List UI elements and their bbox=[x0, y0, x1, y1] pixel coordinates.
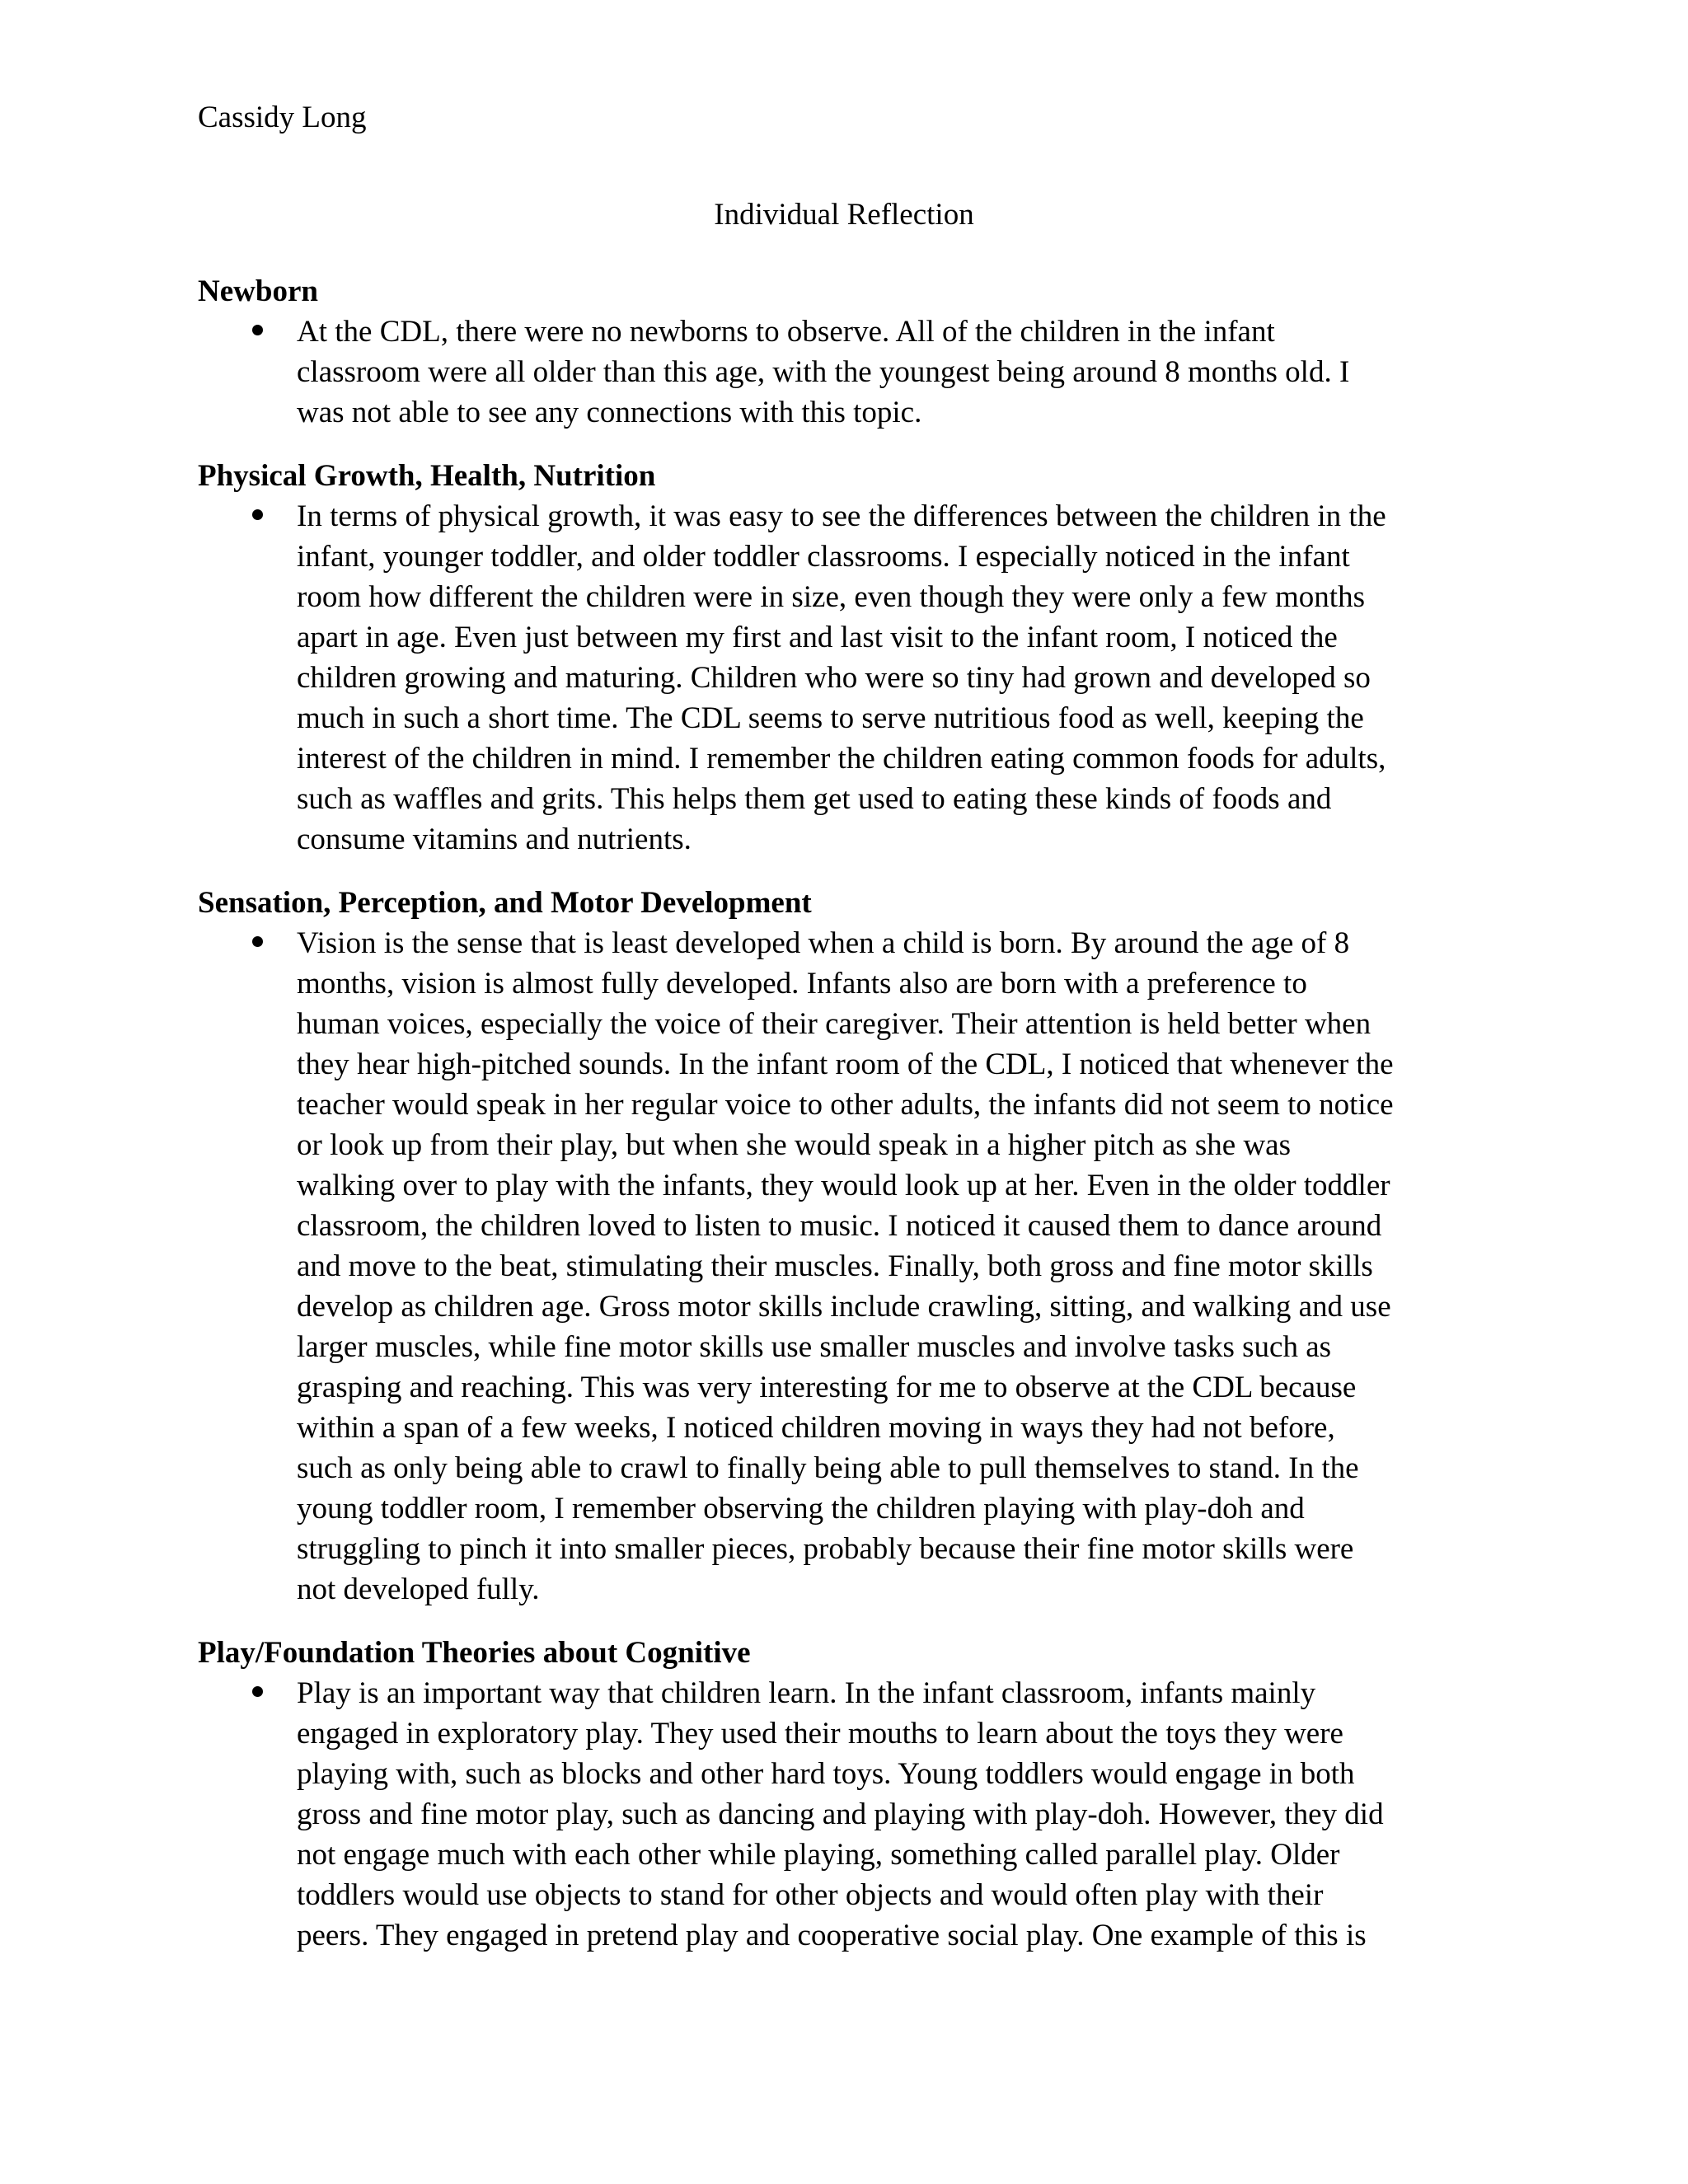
section-newborn bbox=[198, 271, 1500, 433]
text-line: struggling to pinch it into smaller pieces, probably because their fine motor skills were bbox=[297, 1532, 1354, 1566]
text-line: consume vitamins and nutrients. bbox=[297, 823, 692, 856]
bullet-icon bbox=[252, 325, 263, 335]
text-line: larger muscles, while fine motor skills use smaller muscles and involve tasks such as bbox=[297, 1330, 1332, 1364]
bullet-icon bbox=[252, 509, 263, 520]
text-line: months, vision is almost fully developed. Infants also are born with a preference to bbox=[297, 967, 1307, 1001]
text-line: Play is an important way that children learn. In the infant classroom, infants mainly bbox=[297, 1676, 1316, 1710]
bullet-item bbox=[198, 923, 1500, 1610]
bullet-item bbox=[198, 1673, 1500, 1956]
author-name: Cassidy Long bbox=[198, 101, 367, 134]
text-line: interest of the children in mind. I remember the children eating common foods for adults, bbox=[297, 742, 1386, 776]
bullet-item bbox=[198, 312, 1500, 433]
text-line: not engage much with each other while playing, something called parallel play. Older bbox=[297, 1838, 1340, 1872]
text-line: engaged in exploratory play. They used their mouths to learn about the toys they were bbox=[297, 1717, 1343, 1750]
text-line: such as waffles and grits. This helps them get used to eating these kinds of foods and bbox=[297, 782, 1332, 816]
text-line: they hear high-pitched sounds. In the infant room of the CDL, I noticed that whenever the bbox=[297, 1047, 1394, 1081]
text-line: much in such a short time. The CDL seems to serve nutritious food as well, keeping the bbox=[297, 701, 1364, 735]
text-line: or look up from their play, but when she would speak in a higher pitch as she was bbox=[297, 1128, 1292, 1162]
text-line: teacher would speak in her regular voice to other adults, the infants did not seem to notice bbox=[297, 1088, 1394, 1122]
text-line: At the CDL, there were no newborns to observe. All of the children in the infant bbox=[297, 315, 1275, 349]
text-line: room how different the children were in size, even though they were only a few months bbox=[297, 580, 1365, 614]
bullet-item bbox=[198, 496, 1500, 860]
text-line: classroom, the children loved to listen to music. I noticed it caused them to dance around bbox=[297, 1209, 1382, 1243]
text-line: apart in age. Even just between my first and last visit to the infant room, I noticed the bbox=[297, 621, 1338, 654]
text-line: toddlers would use objects to stand for other objects and would often play with their bbox=[297, 1878, 1324, 1912]
text-line: was not able to see any connections with this topic. bbox=[297, 396, 922, 429]
section-heading: Physical Growth, Health, Nutrition bbox=[198, 459, 656, 493]
text-line: develop as children age. Gross motor skills include crawling, sitting, and walking and use bbox=[297, 1290, 1391, 1324]
text-line: classroom were all older than this age, with the youngest being around 8 months old. I bbox=[297, 355, 1350, 389]
text-line: within a span of a few weeks, I noticed children moving in ways they had not before, bbox=[297, 1411, 1335, 1445]
bullet-icon bbox=[252, 936, 263, 947]
text-line: peers. They engaged in pretend play and cooperative social play. One example of this is bbox=[297, 1919, 1367, 1952]
text-line: human voices, especially the voice of their caregiver. Their attention is held better when bbox=[297, 1007, 1372, 1041]
text-line: infant, younger toddler, and older toddler classrooms. I especially noticed in the infant bbox=[297, 540, 1350, 574]
text-line: walking over to play with the infants, they would look up at her. Even in the older toddler bbox=[297, 1169, 1390, 1202]
text-line: playing with, such as blocks and other hard toys. Young toddlers would engage in both bbox=[297, 1757, 1355, 1791]
section-heading: Play/Foundation Theories about Cognitive bbox=[198, 1636, 751, 1670]
text-line: Vision is the sense that is least developed when a child is born. By around the age of 8 bbox=[297, 926, 1350, 960]
document-title: Individual Reflection bbox=[714, 198, 974, 232]
text-line: not developed fully. bbox=[297, 1572, 540, 1606]
text-line: children growing and maturing. Children who were so tiny had grown and developed so bbox=[297, 661, 1371, 695]
text-line: In terms of physical growth, it was easy to see the differences between the children in the bbox=[297, 499, 1386, 533]
bullet-icon bbox=[252, 1686, 263, 1697]
text-line: and move to the beat, stimulating their muscles. Finally, both gross and fine motor skills bbox=[297, 1249, 1373, 1283]
text-line: such as only being able to crawl to finally being able to pull themselves to stand. In the bbox=[297, 1451, 1359, 1485]
text-line: grasping and reaching. This was very interesting for me to observe at the CDL because bbox=[297, 1371, 1357, 1404]
section-physical-growth bbox=[198, 456, 1500, 860]
section-sensation-perception bbox=[198, 883, 1500, 1610]
section-heading: Newborn bbox=[198, 274, 318, 308]
section-play-cognitive bbox=[198, 1633, 1500, 1956]
text-line: gross and fine motor play, such as dancing and playing with play-doh. However, they did bbox=[297, 1797, 1384, 1831]
text-line: young toddler room, I remember observing the children playing with play-doh and bbox=[297, 1492, 1305, 1526]
section-heading: Sensation, Perception, and Motor Development bbox=[198, 886, 812, 920]
